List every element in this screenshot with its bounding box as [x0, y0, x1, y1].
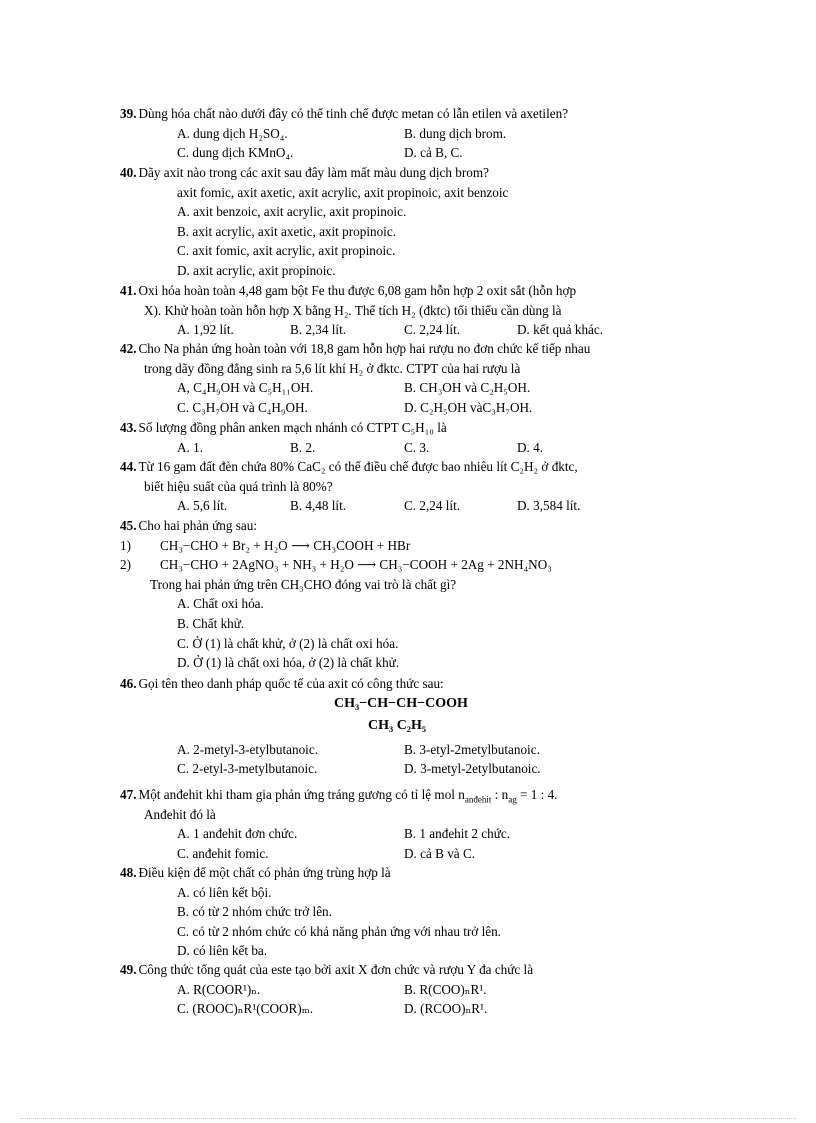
option-a: A. có liên kết bội. — [177, 884, 272, 900]
option-d: D. 3-metyl-2etylbutanoic. — [404, 761, 541, 777]
question-number: 40. — [120, 165, 137, 180]
option-c: C. 2,24 lít. — [404, 498, 461, 514]
question-number: 48. — [120, 865, 137, 880]
option-d: D. cả B và C. — [404, 845, 476, 861]
question-text: Dãy axit nào trong các axit sau đây làm mất màu dung dịch brom? — [138, 165, 489, 180]
question-39 — [120, 104, 700, 163]
question-46 — [120, 674, 700, 779]
question-40 — [120, 163, 700, 281]
question-text: Cho Na phản ứng hoàn toàn với 18,8 gam hỗn hợp hai rượu no đơn chức kế tiếp nhau — [138, 341, 591, 356]
option-a: A. axit benzoic, axit acrylic, axit propinoic. — [177, 204, 407, 220]
question-45 — [120, 516, 700, 673]
option-d: D. C₂H₅OH vàC₃H₇OH. — [404, 399, 533, 415]
option-c: C. axit fomic, axit acrylic, axit propinoic. — [177, 243, 396, 259]
question-text: Số lượng đồng phân anken mạch nhánh có CTPT C₅H₁₀ là — [138, 420, 447, 435]
option-a: A. 2-metyl-3-etylbutanoic. — [177, 741, 318, 757]
question-number: 44. — [120, 459, 137, 474]
reaction-2 — [120, 555, 700, 575]
option-b: B. 3-etyl-2metylbutanoic. — [404, 741, 540, 757]
reaction-number: 1) — [120, 537, 131, 553]
option-b: B. Chất khử. — [177, 615, 245, 631]
question-text: Điều kiện để một chất có phản ứng trùng hợp là — [138, 865, 391, 880]
option-a: A, C₄H₉OH và C₅H₁₁OH. — [177, 380, 314, 396]
option-d: D. axit acrylic, axit propinoic. — [177, 262, 336, 278]
option-c: C. C₃H₇OH và C₄H₉OH. — [177, 399, 308, 415]
option-a: A. 1 anđehit đơn chức. — [177, 826, 298, 842]
question-41 — [120, 281, 700, 340]
option-b: B. CH₃OH và C₂H₅OH. — [404, 380, 531, 396]
question-47 — [120, 785, 700, 863]
question-43 — [120, 418, 700, 457]
option-c: C. 2-etyl-3-metylbutanoic. — [177, 761, 318, 777]
question-number: 39. — [120, 106, 137, 121]
option-a: A. R(COOR¹)ₙ. — [177, 981, 261, 997]
option-a: A. dung dịch H₂SO₄. — [177, 125, 288, 141]
subscript-andehit: anđehit — [464, 794, 492, 805]
reaction-1 — [120, 536, 700, 556]
subscript-ag: ag — [508, 794, 517, 805]
formula-substituents: CH₃ C₂H₅ — [368, 717, 427, 733]
option-d: D. 3,584 lít. — [517, 498, 581, 514]
question-number: 49. — [120, 962, 137, 977]
option-d: D. (RCOO)ₙR¹. — [404, 1001, 488, 1017]
formula-main-chain: CH₃−CH−CH−COOH — [334, 695, 468, 711]
question-number: 47. — [120, 787, 137, 802]
option-c: C. dung dịch KMnO₄. — [177, 145, 294, 161]
question-text: Cho hai phản ứng sau: — [138, 518, 257, 533]
option-b: B. R(COO)ₙR¹. — [404, 981, 487, 997]
structural-formula — [120, 694, 700, 740]
question-49 — [120, 960, 700, 1019]
option-d: D. cả B, C. — [404, 145, 463, 161]
question-text: Oxi hóa hoàn toàn 4,48 gam bột Fe thu được 6,08 gam hỗn hợp 2 oxit sắt (hỗn hợp — [138, 283, 577, 298]
option-d: D. 4. — [517, 439, 544, 455]
option-b: B. 4,48 lít. — [290, 498, 347, 514]
question-text: Từ 16 gam đất đèn chứa 80% CaC₂ có thể điều chế được bao nhiêu lít C₂H₂ ở đktc, — [138, 459, 578, 474]
question-number: 45. — [120, 518, 137, 533]
option-a: A. 1,92 lít. — [177, 322, 234, 338]
option-c: C. 3. — [404, 439, 430, 455]
option-c: C. có từ 2 nhóm chức có khả năng phản ứng với nhau trở lên. — [177, 923, 501, 939]
question-text-continued: Anđehit đó là — [144, 806, 216, 822]
question-text: Công thức tổng quát của este tạo bởi axit X đơn chức và rượu Y đa chức là — [138, 962, 534, 977]
question-text-continued: biết hiệu suất của quá trình là 80%? — [144, 478, 333, 494]
option-b: B. 2,34 lít. — [290, 322, 347, 338]
question-text: Một anđehit khi tham gia phản ứng tráng gương có tỉ lệ mol $n_{anđehit}$ : $n_{ag} = 1$ : 4. — [138, 787, 558, 805]
option-c: C. (ROOC)ₙR¹(COOR)ₘ. — [177, 1001, 314, 1017]
question-text: Dùng hóa chất nào dưới đây có thể tinh chế được metan có lẫn etilen và axetilen? — [138, 106, 569, 121]
question-subprompt: Trong hai phản ứng trên CH₃CHO đóng vai trò là chất gì? — [150, 576, 457, 592]
option-d: D. kết quả khác. — [517, 322, 604, 338]
option-b: B. axit acrylic, axit axetic, axit propinoic. — [177, 223, 396, 239]
reaction-equation: CH₃−CHO + Br₂ + H₂O ⟶ CH₃COOH + HBr — [160, 537, 411, 553]
question-number: 42. — [120, 341, 137, 356]
question-number: 43. — [120, 420, 137, 435]
question-48 — [120, 863, 700, 961]
question-text-continued: X). Khử hoàn toàn hỗn hợp X bằng H₂. Thể tích H₂ (đktc) tối thiểu cần dùng là — [144, 302, 562, 318]
acid-list: axit fomic, axit axetic, axit acrylic, axit propinoic, axit benzoic — [177, 184, 509, 200]
option-b: B. có từ 2 nhóm chức trở lên. — [177, 904, 332, 920]
option-b: B. 2. — [290, 439, 316, 455]
option-c: C. Ở (1) là chất khử, ở (2) là chất oxi hóa. — [177, 635, 399, 651]
option-a: A. 5,6 lít. — [177, 498, 228, 514]
question-text-continued: trong dãy đồng đẳng sinh ra 5,6 lít khí H₂ ở đktc. CTPT của hai rượu là — [144, 360, 521, 376]
option-d: D. có liên kết ba. — [177, 943, 268, 959]
question-number: 41. — [120, 283, 137, 298]
question-number: 46. — [120, 676, 137, 691]
option-d: D. Ở (1) là chất oxi hóa, ở (2) là chất khử. — [177, 655, 400, 671]
option-c: C. anđehit fomic. — [177, 845, 269, 861]
option-b: B. dung dịch brom. — [404, 125, 507, 141]
question-42 — [120, 339, 700, 417]
reaction-number: 2) — [120, 557, 131, 573]
option-a: A. 1. — [177, 439, 204, 455]
page-bottom-border — [20, 1118, 796, 1119]
option-c: C. 2,24 lít. — [404, 322, 461, 338]
question-text: Gọi tên theo danh pháp quốc tế của axit có công thức sau: — [138, 676, 444, 691]
reaction-equation: CH₃−CHO + 2AgNO₃ + NH₃ + H₂O ⟶ CH₃−COOH + 2Ag + 2NH₄NO₃ — [160, 557, 552, 573]
question-44 — [120, 457, 700, 516]
option-b: B. 1 anđehit 2 chức. — [404, 826, 511, 842]
option-a: A. Chất oxi hóa. — [177, 596, 264, 612]
